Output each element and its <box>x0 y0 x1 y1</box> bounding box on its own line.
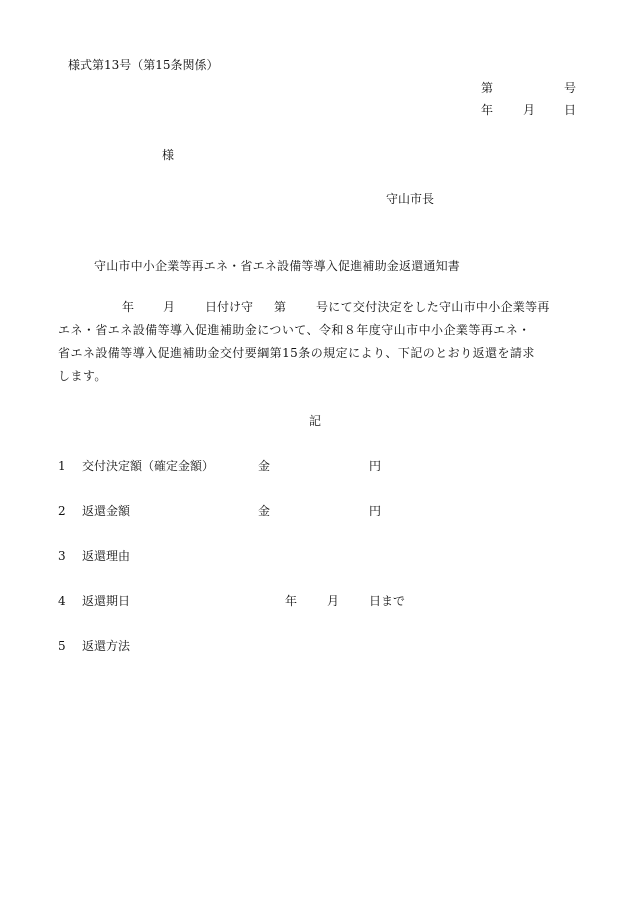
date-day: 日 <box>564 103 577 117</box>
item-number: 5 <box>58 639 66 653</box>
body-line2: エネ・省エネ設備等導入促進補助金について、令和８年度守山市中小企業等再エネ・ <box>58 323 531 337</box>
due-day-until: 日まで <box>369 594 406 608</box>
item-kin: 金 <box>258 459 271 473</box>
item-label: 返還方法 <box>82 639 131 653</box>
body-number-prefix: 第 <box>274 300 287 314</box>
item-label: 返還理由 <box>82 549 131 563</box>
item-yen: 円 <box>369 504 382 518</box>
doc-number-suffix: 号 <box>564 81 577 95</box>
body-month: 月 <box>163 300 176 314</box>
date-month: 月 <box>523 103 536 117</box>
item-number: 1 <box>58 459 66 473</box>
item-label: 返還期日 <box>82 594 131 608</box>
form-number: 様式第13号（第15条関係） <box>68 58 219 72</box>
due-month: 月 <box>327 594 340 608</box>
item-number: 4 <box>58 594 66 608</box>
item-number: 2 <box>58 504 66 518</box>
item-label: 交付決定額（確定金額） <box>82 459 215 473</box>
addressee-honorific: 様 <box>162 148 175 162</box>
item-number: 3 <box>58 549 66 563</box>
item-label: 返還金額 <box>82 504 131 518</box>
date-year: 年 <box>481 103 494 117</box>
item-kin: 金 <box>258 504 271 518</box>
body-line4: します。 <box>58 369 107 383</box>
document-title: 守山市中小企業等再エネ・省エネ設備等導入促進補助金返還通知書 <box>94 259 461 273</box>
body-line3: 省エネ設備等導入促進補助金交付要綱第15条の規定により、下記のとおり返還を請求 <box>58 346 535 360</box>
body-line1-rest: 号にて交付決定をした守山市中小企業等再 <box>316 300 550 314</box>
body-day-ref: 日付け守 <box>205 300 254 314</box>
ki-heading: 記 <box>309 414 322 428</box>
due-year: 年 <box>285 594 298 608</box>
issuer-name: 守山市長 <box>386 192 435 206</box>
body-year: 年 <box>122 300 135 314</box>
doc-number-prefix: 第 <box>481 81 494 95</box>
item-yen: 円 <box>369 459 382 473</box>
